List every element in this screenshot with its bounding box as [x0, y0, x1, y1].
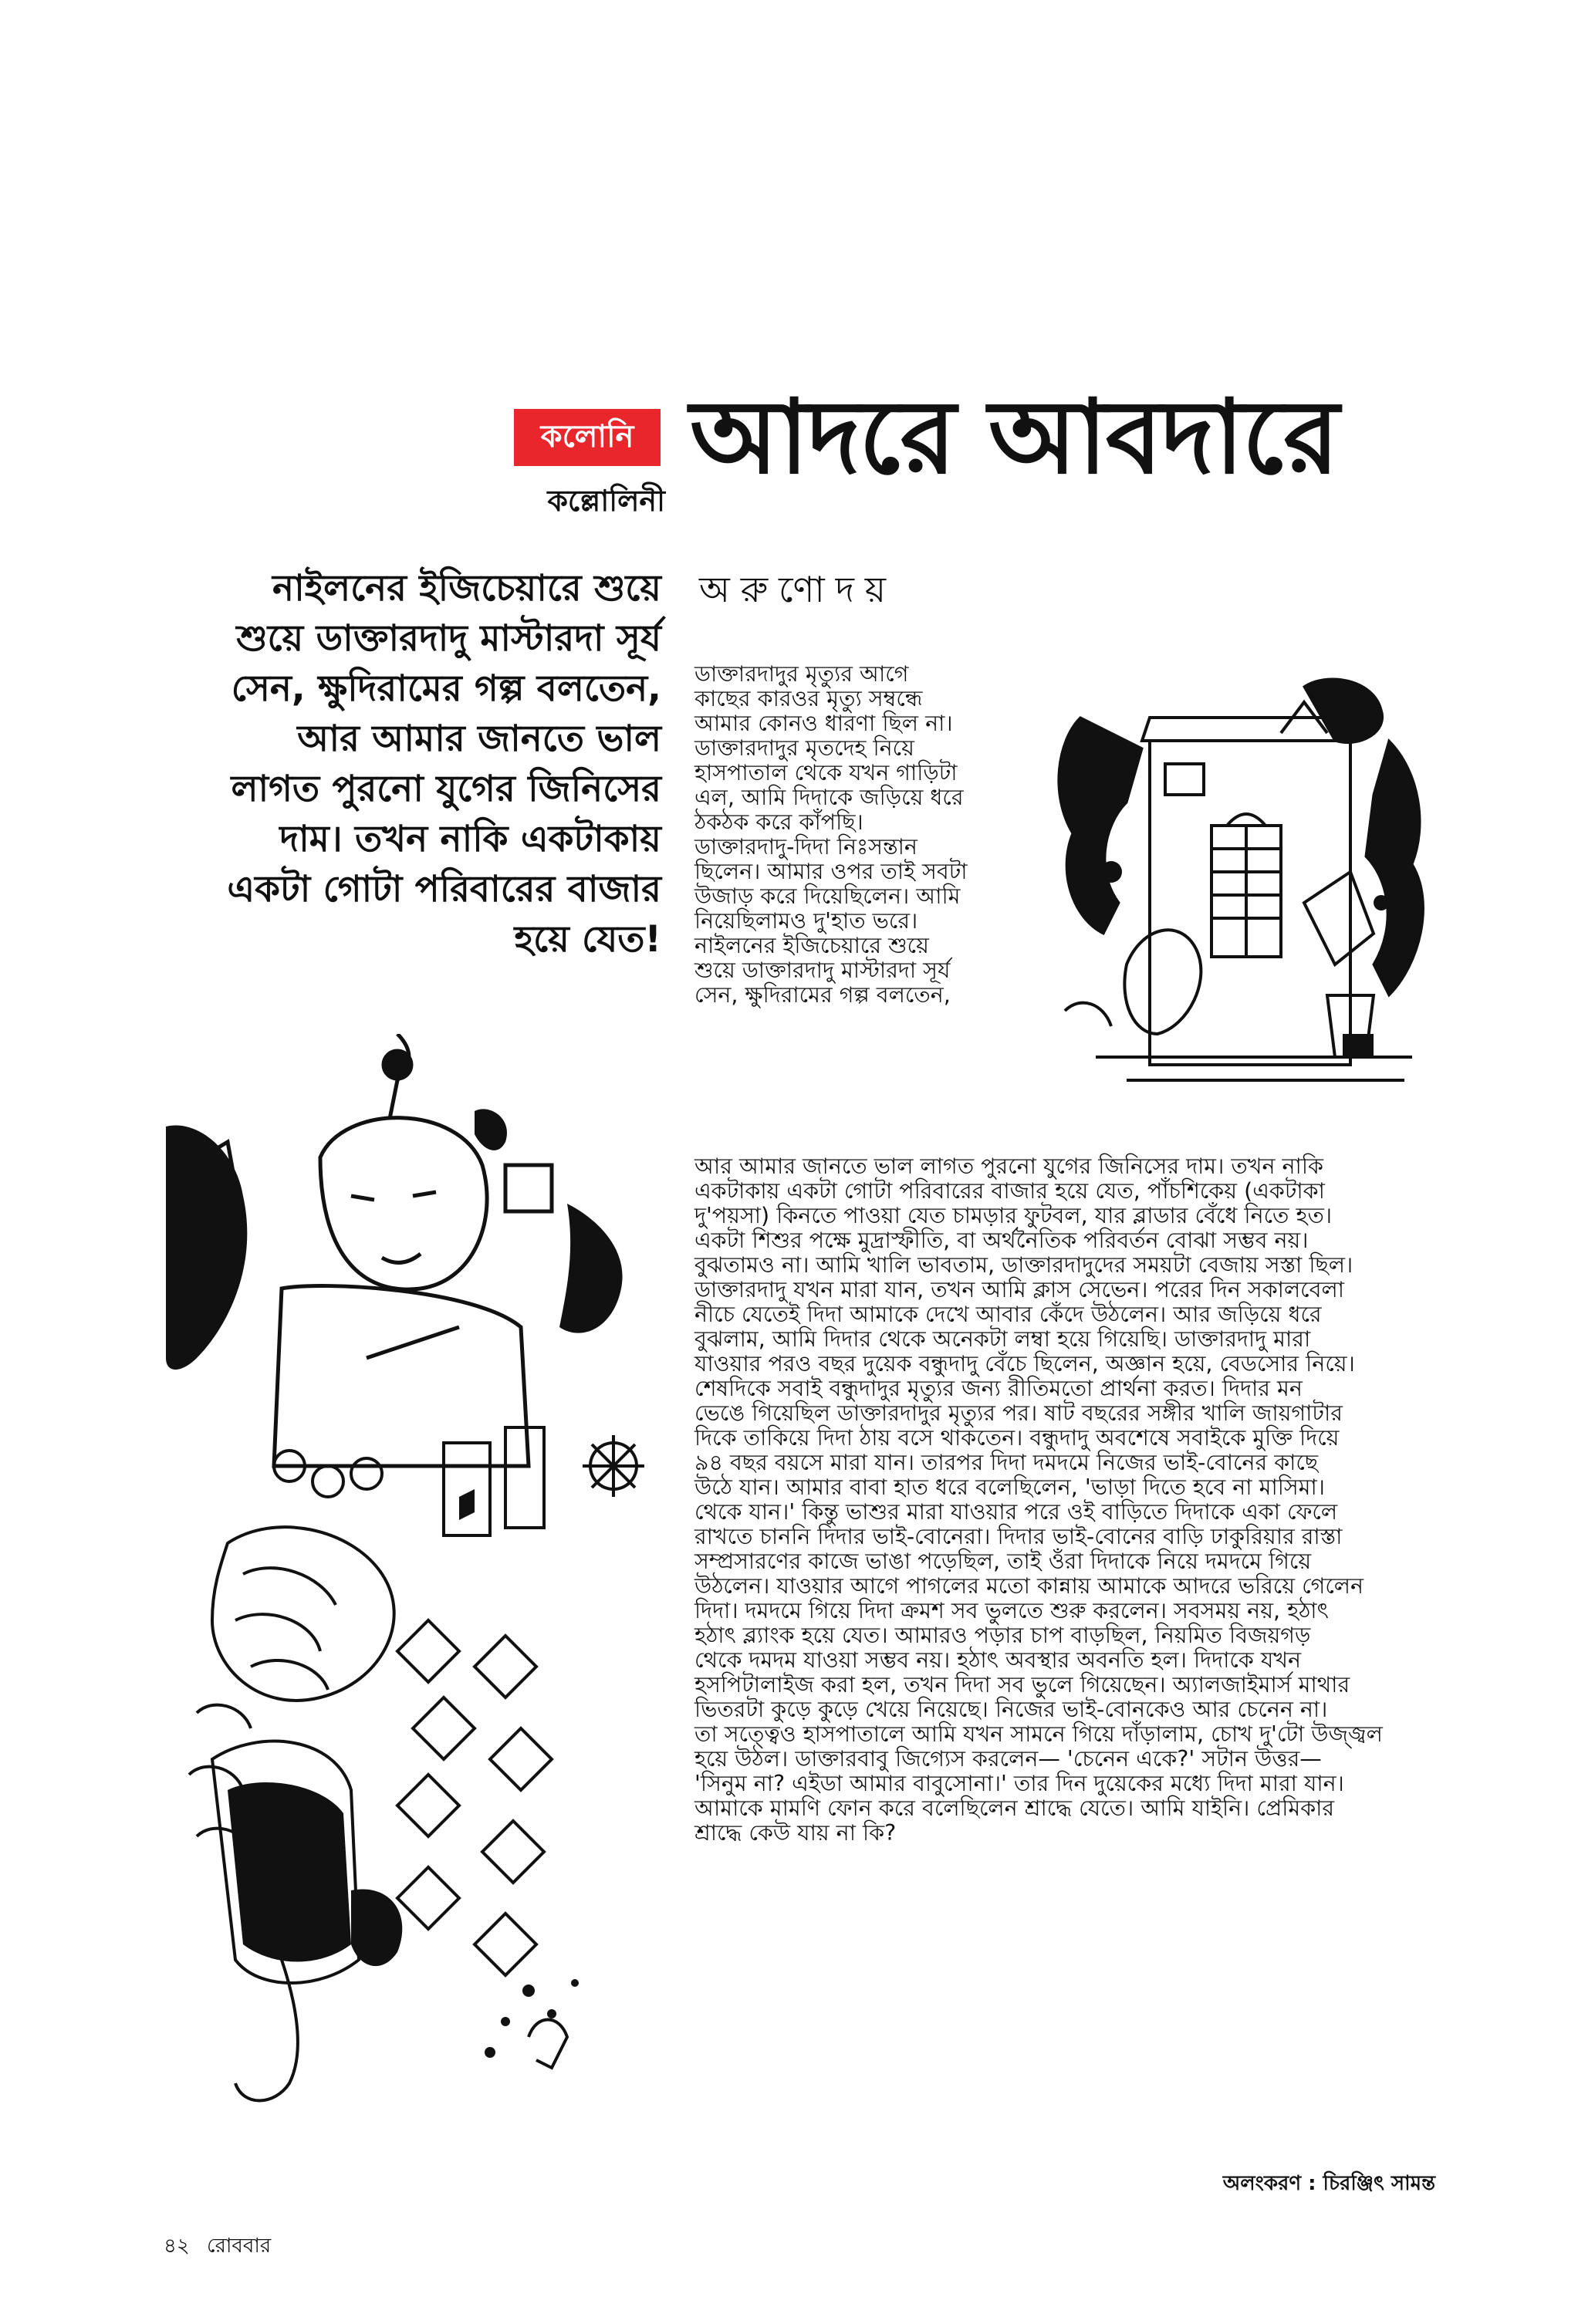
- body-line: আমার কোনও ধারণা ছিল না।: [694, 711, 953, 736]
- body-line: একটা শিশুর পক্ষে মুদ্রাস্ফীতি, বা অর্থনৈতিক পরিবর্তন বোঝা সম্ভব নয়।: [694, 1228, 1309, 1253]
- page-number: ৪২: [164, 2234, 190, 2258]
- body-line: ডাক্তারদাদু যখন মারা যান, তখন আমি ক্লাস সেভেন। পরের দিন সকালবেলা: [694, 1277, 1344, 1302]
- body-line: দিদা। দমদমে গিয়ে দিদা ক্রমশ সব ভুলতে শুরু করলেন। সবসময় নয়, হঠাৎ: [694, 1598, 1329, 1623]
- body-line: থেকে দমদম যাওয়া সম্ভব নয়। হঠাৎ অবস্থার অবনতি হল। দিদাকে যখন: [694, 1647, 1301, 1673]
- body-line: তা সত্ত্বেও হাসপাতালে আমি যখন সামনে গিয়ে দাঁড়ালাম, চোখ দু'টো উজ্জ্বল: [694, 1721, 1383, 1747]
- pull-quote-line: একটা গোটা পরিবারের বাজার: [227, 868, 661, 910]
- body-line: হঠাৎ ব্ল্যাংক হয়ে যেত। আমারও পড়ার চাপ বাড়ছিল, নিয়মিত বিজয়গড়: [694, 1623, 1311, 1648]
- body-line: নিয়েছিলামও দু'হাত ভরে।: [694, 908, 918, 934]
- section-badge: কলোনি: [514, 409, 661, 466]
- body-line: যাওয়ার পরও বছর দুয়েক বন্ধুদাদু বেঁচে ছিলেন, অজ্ঞান হয়ে, বেডসোর নিয়ে।: [694, 1351, 1355, 1376]
- body-line: হসপিটালাইজ করা হল, তখন দিদা সব ভুলে গিয়েছেন। অ্যালজাইমার্স মাথার: [694, 1672, 1350, 1697]
- body-line: ডাক্তারদাদুর মৃতদেহ নিয়ে: [694, 735, 914, 761]
- body-line: একটাকায় একটা গোটা পরিবারের বাজার হয়ে যেত, পাঁচশিকেয় (একটাকা: [694, 1178, 1325, 1204]
- body-line: ঠকঠক করে কাঁপছি।: [694, 809, 863, 835]
- body-line: ভিতরটা কুড়ে কুড়ে খেয়ে নিয়েছে। নিজের ভাই-বোনকেও আর চেনেন না।: [694, 1697, 1328, 1722]
- body-line: হাসপাতাল থেকে যখন গাড়িটা: [694, 760, 958, 785]
- pull-quote-line: দাম। তখন নাকি একটাকায়: [279, 818, 661, 860]
- article-title: আদরে আবদারে: [690, 378, 1338, 497]
- body-line: ভেঙে গিয়েছিল ডাক্তারদাদুর মৃত্যুর পর। ষাট বছরের সঙ্গীর খালি জায়গাটার: [694, 1400, 1343, 1426]
- body-line: বুঝলাম, আমি দিদার থেকে অনেকটা লম্বা হয়ে গিয়েছি। ডাক্তারদাদু মারা: [694, 1326, 1311, 1352]
- pull-quote-line: নাইলনের ইজিচেয়ারে শুয়ে: [272, 567, 661, 610]
- pull-quote-line: লাগত পুরনো যুগের জিনিসের: [231, 768, 661, 810]
- section-subtitle: কল্লোলিনী: [547, 484, 665, 518]
- body-line: উঠে যান। আমার বাবা হাত ধরে বলেছিলেন, 'ভাড়া দিতে হবে না মাসিমা।: [694, 1474, 1325, 1500]
- illustration-credit: অলংকরণ : চিরঞ্জিৎ সামন্ত: [1222, 2172, 1435, 2195]
- article-body-narrow: [694, 662, 968, 1008]
- pull-quote: [166, 563, 661, 964]
- pull-quote-line: সেন, ক্ষুদিরামের গল্প বলতেন,: [231, 667, 661, 710]
- body-line: আর আমার জানতে ভাল লাগত পুরনো যুগের জিনিসের দাম। তখন নাকি: [694, 1154, 1323, 1179]
- body-line: উজাড় করে দিয়েছিলেন। আমি: [694, 883, 961, 909]
- body-line: শেষদিকে সবাই বন্ধুদাদুর মৃত্যুর জন্য রীতিমতো প্রার্থনা করত। দিদার মন: [694, 1376, 1303, 1401]
- pull-quote-line: শুয়ে ডাক্তারদাদু মাস্টারদা সূর্য: [236, 617, 661, 660]
- body-line: আমাকে মামণি ফোন করে বলেছিলেন শ্রাদ্ধে যেতে। আমি যাইনি। প্রেমিকার: [694, 1795, 1335, 1821]
- page-footer: [164, 2230, 271, 2264]
- body-line: এল, আমি দিদাকে জড়িয়ে ধরে: [694, 785, 964, 810]
- body-line: নাইলনের ইজিচেয়ারে শুয়ে: [694, 933, 929, 958]
- body-line: নীচে যেতেই দিদা আমাকে দেখে আবার কেঁদে উঠলেন। আর জড়িয়ে ধরে: [694, 1302, 1322, 1327]
- grandmother-illustration: [166, 1034, 675, 2130]
- body-line: ডাক্তারদাদু-দিদা নিঃসন্তান: [694, 834, 917, 860]
- body-line: দিকে তাকিয়ে দিদা ঠায় বসে থাকতেন। বন্ধুদাদু অবশেষে সবাইকে মুক্তি দিয়ে: [694, 1425, 1340, 1451]
- body-line: থেকে যান।' কিন্তু ভাশুর মারা যাওয়ার পরে ওই বাড়িতে দিদাকে একা ফেলে: [694, 1499, 1338, 1525]
- body-line: বুঝতামও না। আমি খালি ভাবতাম, ডাক্তারদাদুদের সময়টা বেজায় সস্তা ছিল।: [694, 1252, 1353, 1278]
- body-line: রাখতে চাননি দিদার ভাই-বোনেরা। দিদার ভাই-বোনের বাড়ি ঢাকুরিয়ার রাস্তা: [694, 1524, 1343, 1549]
- magazine-name: রোববার: [207, 2234, 272, 2258]
- body-line: উঠলেন। যাওয়ার আগে পাগলের মতো কান্নায় আমাকে আদরে ভরিয়ে গেলেন: [694, 1573, 1364, 1599]
- author-byline: অরুণোদয়: [699, 569, 897, 610]
- body-line: সম্প্রসারণের কাজে ভাঙা পড়েছিল, তাই ওঁরা দিদাকে নিয়ে দমদমে গিয়ে: [694, 1549, 1312, 1574]
- pull-quote-line: আর আমার জানতে ভাল: [297, 718, 661, 760]
- body-line: শ্রাদ্ধে কেউ যায় না কি?: [694, 1820, 897, 1846]
- body-line: ডাক্তারদাদুর মৃত্যুর আগে: [694, 661, 909, 687]
- body-line: কাছের কারওর মৃত্যু সম্বন্ধে: [694, 686, 923, 711]
- house-illustration: [1049, 671, 1435, 1103]
- body-line: ৯৪ বছর বয়সে মারা যান। তারপর দিদা দমদমে নিজের ভাই-বোনের কাছে: [694, 1450, 1319, 1475]
- pull-quote-line: হয়ে যেত!: [514, 918, 661, 961]
- article-body-full: [694, 1154, 1435, 1846]
- body-line: সেন, ক্ষুদিরামের গল্প বলতেন,: [694, 982, 951, 1008]
- body-line: ছিলেন। আমার ওপর তাই সবটা: [694, 859, 968, 884]
- body-line: শুয়ে ডাক্তারদাদু মাস্টারদা সূর্য: [694, 958, 951, 983]
- body-line: দু'পয়সা) কিনতে পাওয়া যেত চামড়ার ফুটবল, যার ব্লাডার বেঁধে নিতে হত।: [694, 1203, 1333, 1228]
- body-line: হয়ে উঠল। ডাক্তারবাবু জিগ্যেস করলেন— 'চেনেন একে?' সটান উত্তর—: [694, 1746, 1322, 1772]
- body-line: 'সিনুম না? এইডা আমার বাবুসোনা।' তার দিন দুয়েকের মধ্যে দিদা মারা যান।: [694, 1771, 1344, 1796]
